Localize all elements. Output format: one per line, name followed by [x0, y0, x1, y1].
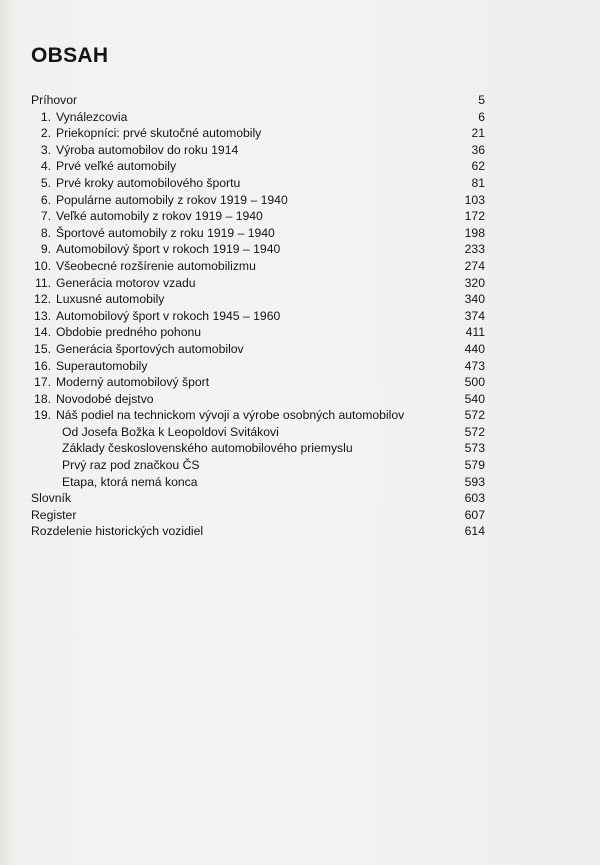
toc-entry	[31, 424, 491, 441]
toc-entry-number: 2.	[40, 126, 51, 141]
toc-entry-page: 233	[464, 242, 485, 257]
toc-entry-label: Vynálezcovia	[56, 109, 128, 124]
toc-entry-page: 440	[464, 341, 485, 356]
toc-entry-number: 15.	[34, 341, 51, 356]
toc-entry-label: Obdobie predného pohonu	[56, 325, 202, 340]
toc-entry-page: 172	[464, 209, 485, 224]
toc-entry-page: 103	[464, 192, 485, 207]
toc-entry-label: Superautomobily	[56, 358, 148, 373]
toc-entry	[31, 258, 491, 275]
toc-entry-number: 17.	[34, 375, 51, 390]
toc-entry-number: 6.	[40, 192, 51, 207]
toc-entry	[31, 523, 491, 540]
toc-entry	[31, 241, 491, 258]
toc-entry	[31, 192, 491, 209]
toc-entry	[31, 474, 491, 491]
toc-entry-number: 12.	[34, 292, 51, 307]
toc-entry-label: Všeobecné rozšírenie automobilizmu	[56, 258, 256, 273]
toc-entry-page: 603	[464, 491, 485, 506]
toc-entry-label: Automobilový šport v rokoch 1919 – 1940	[56, 242, 281, 257]
toc-entry-label: Novodobé dejstvo	[56, 391, 154, 406]
toc-entry	[31, 308, 491, 325]
toc-entry-label: Prvý raz pod značkou ČS	[62, 458, 200, 473]
toc-entry	[31, 457, 491, 474]
toc-entry-number: 5.	[40, 175, 51, 190]
toc-entry	[31, 341, 491, 358]
toc-entry-number: 9.	[40, 242, 51, 257]
toc-entry-page: 21	[471, 126, 485, 141]
toc-entry-label: Výroba automobilov do roku 1914	[56, 142, 239, 157]
toc-entry-page: 320	[464, 275, 485, 290]
toc-entry-label: Športové automobily z roku 1919 – 1940	[56, 225, 275, 240]
toc-entry-label: Register	[31, 507, 77, 522]
toc-entry	[31, 92, 491, 109]
toc-entry-page: 411	[465, 325, 485, 340]
toc-entry	[31, 275, 491, 292]
toc-entry-page: 614	[464, 524, 485, 539]
toc-entry	[31, 440, 491, 457]
toc-entry	[31, 158, 491, 175]
toc-entry-page: 340	[464, 292, 485, 307]
toc-entry-number: 4.	[40, 159, 51, 174]
toc-entry-number: 3.	[40, 142, 51, 157]
toc-entry-page: 198	[464, 225, 485, 240]
toc-entry-page: 6	[478, 109, 485, 124]
toc-entry-number: 14.	[34, 325, 51, 340]
toc-entry-number: 8.	[40, 225, 51, 240]
toc-entry-page: 573	[464, 441, 485, 456]
toc-entry-label: Základy československého automobilového priemyslu	[62, 441, 353, 456]
toc-entry-label: Slovník	[31, 491, 71, 506]
toc-entry	[31, 142, 491, 159]
toc-entry-number: 16.	[34, 358, 51, 373]
toc-entry-page: 500	[464, 375, 485, 390]
toc-entry	[31, 109, 491, 126]
toc-entry-number: 13.	[34, 308, 51, 323]
toc-entry	[31, 291, 491, 308]
toc-entry-label: Generácia motorov vzadu	[56, 275, 196, 290]
toc-entry	[31, 208, 491, 225]
toc-entry	[31, 358, 491, 375]
toc-entry-label: Priekopníci: prvé skutočné automobily	[56, 126, 262, 141]
toc-entry	[31, 225, 491, 242]
toc-entry-number: 10.	[34, 258, 51, 273]
toc-entry-page: 274	[464, 258, 485, 273]
toc-entry-page: 572	[464, 424, 485, 439]
toc-entry	[31, 407, 491, 424]
toc-entry-page: 374	[464, 308, 485, 323]
toc-entry-page: 540	[464, 391, 485, 406]
toc-entry-label: Náš podiel na technickom vývoji a výrobe osobných automobilov	[56, 408, 405, 423]
toc-entry-page: 579	[464, 458, 485, 473]
toc-entry-number: 18.	[34, 391, 51, 406]
toc-entry	[31, 391, 491, 408]
toc-entry-number: 19.	[34, 408, 51, 423]
toc-entry-label: Etapa, ktorá nemá konca	[62, 474, 198, 489]
toc-entry-label: Rozdelenie historických vozidiel	[31, 524, 204, 539]
toc-entry-label: Veľké automobily z rokov 1919 – 1940	[56, 209, 263, 224]
toc-entry-label: Automobilový šport v rokoch 1945 – 1960	[56, 308, 281, 323]
toc-entry-number: 1.	[40, 109, 51, 124]
table-of-contents	[31, 92, 491, 540]
toc-entry-label: Prvé veľké automobily	[56, 159, 177, 174]
toc-entry-page: 607	[464, 507, 485, 522]
toc-entry-page: 36	[471, 142, 485, 157]
toc-entry	[31, 125, 491, 142]
toc-entry	[31, 374, 491, 391]
toc-entry-page: 593	[464, 474, 485, 489]
toc-entry-label: Príhovor	[31, 93, 78, 107]
toc-entry-label: Luxusné automobily	[56, 292, 165, 307]
toc-entry-page: 473	[464, 358, 485, 373]
toc-entry-label: Od Josefa Božka k Leopoldovi Svitákovi	[62, 424, 279, 439]
toc-entry-number: 7.	[40, 209, 51, 224]
toc-entry-label: Moderný automobilový šport	[56, 375, 210, 390]
toc-entry	[31, 490, 491, 507]
toc-entry-label: Populárne automobily z rokov 1919 – 1940	[56, 192, 288, 207]
toc-entry-page: 81	[471, 175, 485, 190]
toc-entry-number: 11.	[34, 275, 51, 290]
toc-entry-label: Prvé kroky automobilového športu	[56, 175, 241, 190]
toc-entry	[31, 175, 491, 192]
toc-entry	[31, 507, 491, 524]
toc-entry-page: 5	[478, 93, 485, 107]
toc-entry	[31, 324, 491, 341]
toc-entry-page: 62	[471, 159, 485, 174]
toc-entry-page: 572	[464, 408, 485, 423]
page-title: OBSAH	[31, 44, 109, 67]
toc-entry-label: Generácia športových automobilov	[56, 341, 244, 356]
